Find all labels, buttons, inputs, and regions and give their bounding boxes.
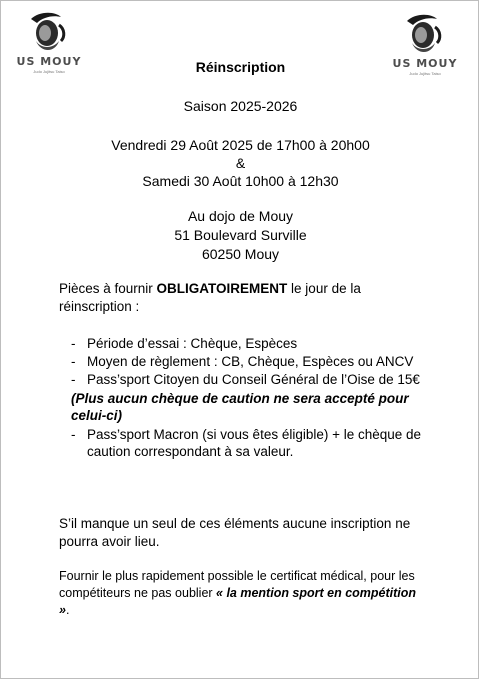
season-label: Saison 2025-2026 <box>183 98 298 114</box>
list-item-text: Pass’sport Citoyen du Conseil Général de l’Oise de 15€ <box>87 372 420 387</box>
address-line-3: 60250 Mouy <box>201 246 280 262</box>
documents-list <box>71 335 431 461</box>
intro-text-after: le jour de la réinscription : <box>59 281 361 314</box>
medical-text-after: . <box>65 603 70 617</box>
date-line-2: Samedi 30 Août 10h00 à 12h30 <box>142 173 339 189</box>
caution-note: (Plus aucun chèque de caution ne sera accepté pour celui-ci) <box>71 391 409 423</box>
medical-text-before: Fournir le plus rapidement possible le certificat médical, pour les compétiteurs ne pas oublier <box>59 569 415 600</box>
documents-intro <box>59 280 429 316</box>
logo-subtitle: Judo Jujitsu Taiso <box>409 71 441 76</box>
list-item-pass-citoyen <box>71 371 431 388</box>
judoka-emblem-icon <box>385 13 465 59</box>
medical-paragraph <box>59 568 429 619</box>
logo-wordmark: US MOUY <box>392 57 458 70</box>
logo-wordmark: US MOUY <box>16 55 82 68</box>
address-line-2: 51 Boulevard Surville <box>174 227 307 243</box>
list-item-payment <box>71 353 431 370</box>
list-item-text: Pass’sport Macron (si vous êtes éligible) + le chèque de caution correspondant à sa valeur. <box>87 427 422 459</box>
medical-emphasis: « la mention sport en compétition » <box>59 586 417 617</box>
list-item-trial <box>71 335 431 352</box>
logo-subtitle: Judo Jujitsu Taiso <box>33 69 65 74</box>
list-item-text: Période d’essai : Chèque, Espèces <box>87 336 298 351</box>
judoka-emblem-icon <box>9 11 89 57</box>
warning-paragraph: S’il manque un seul de ces éléments aucune inscription ne pourra avoir lieu. <box>59 516 411 549</box>
address-line-1: Au dojo de Mouy <box>187 208 294 224</box>
intro-emphasis: OBLIGATOIREMENT <box>156 281 288 296</box>
list-dash: - <box>71 372 76 387</box>
page-title: Réinscription <box>195 59 286 75</box>
list-item-text: Moyen de règlement : CB, Chèque, Espèces ou ANCV <box>87 354 414 369</box>
date-ampersand: & <box>235 155 246 171</box>
list-dash: - <box>71 336 76 351</box>
intro-text-before: Pièces à fournir <box>59 281 157 296</box>
list-dash: - <box>71 427 76 442</box>
list-item-pass-macron <box>71 426 431 460</box>
list-dash: - <box>71 354 76 369</box>
date-line-1: Vendredi 29 Août 2025 de 17h00 à 20h00 <box>111 137 370 153</box>
